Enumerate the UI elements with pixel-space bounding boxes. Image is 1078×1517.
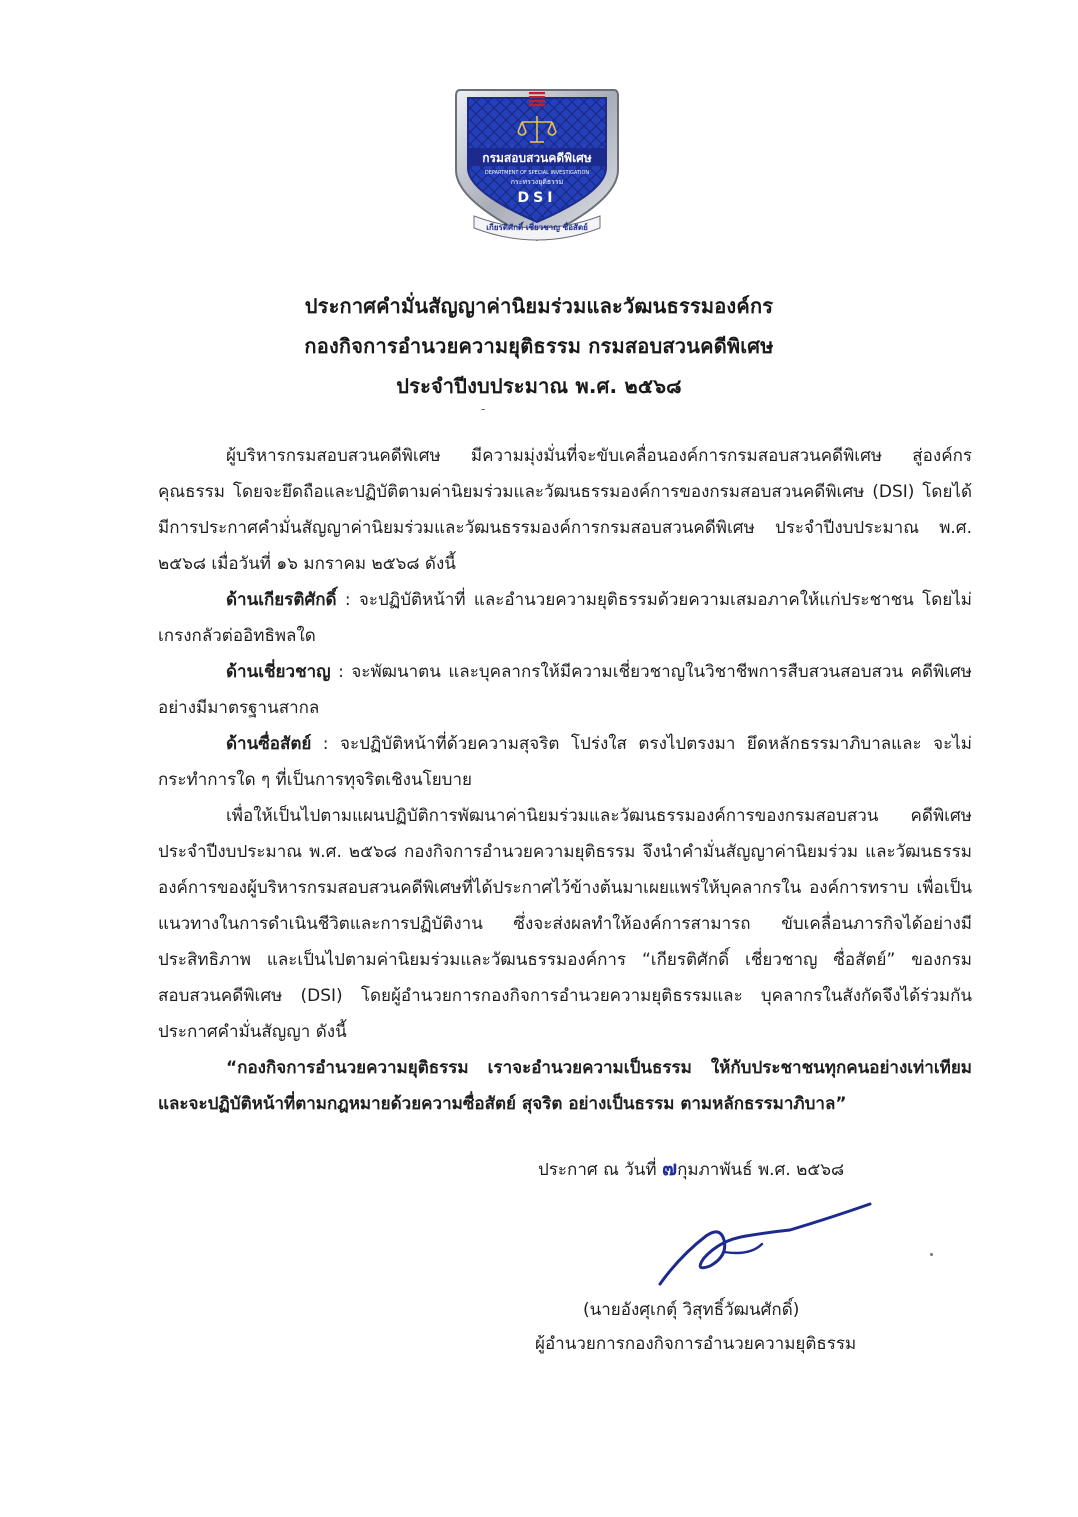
handwritten-signature bbox=[650, 1196, 880, 1296]
document-title bbox=[0, 286, 1078, 406]
value-integrity-label: ด้านซื่อสัตย์ bbox=[226, 734, 312, 754]
implementation-paragraph: เพื่อให้เป็นไปตามแผนปฏิบัติการพัฒนาค่านิยมร่วมและวัฒนธรรมองค์การของกรมสอบสวน คดีพิเศษ ประจำปีงบประมาณ พ.ศ. ๒๕๖๘ กองกิจการอำนวยความยุติธรรม จึงนำคำมั่นสัญญาค่านิยมร่วม และวัฒนธรรมองค์การของผู้บริหารกรมสอบสวนคดีพิเศษที่ได้ประกาศไว้ข้างต้นมาเผยแพร่ให้บุคลากรใน องค์การทราบ เพื่อเป็นแนวทางในการดำเนินชีวิตและการปฏิบัติงาน ซึ่งจะส่งผลทำให้องค์การสามารถ ขับเคลื่อนภารกิจได้อย่างมีประสิทธิภาพ และเป็นไปตามค่านิยมร่วมและวัฒนธรรมองค์การ “เกียรติศักดิ์ เชี่ยวชาญ ซื่อสัตย์” ของกรมสอบสวนคดีพิเศษ (DSI) โดยผู้อำนวยการกองกิจการอำนวยความยุติธรรมและ บุคลากรในสังกัดจึงได้ร่วมกันประกาศคำมั่นสัญญา ดังนี้ bbox=[158, 806, 972, 1042]
value-honor-paragraph bbox=[158, 582, 972, 654]
signatory-name: (นายอังศุเกตุ์ วิสุทธิ์วัฒนศักดิ์) bbox=[583, 1300, 800, 1320]
title-line-1: ประกาศคำมั่นสัญญาค่านิยมร่วมและวัฒนธรรมองค์กร bbox=[304, 294, 774, 318]
title-line-3: ประจำปีงบประมาณ พ.ศ. ๒๕๖๘ bbox=[396, 374, 682, 398]
svg-text:กรมสอบสวนคดีพิเศษ: กรมสอบสวนคดีพิเศษ bbox=[482, 151, 592, 165]
intro-paragraph: ผู้บริหารกรมสอบสวนคดีพิเศษ มีความมุ่งมั่นที่จะขับเคลื่อนองค์การกรมสอบสวนคดีพิเศษ สู่องค์กรคุณธรรม โดยจะยึดถือและปฏิบัติตามค่านิยมร่วมและวัฒนธรรมองค์การของกรมสอบสวนคดีพิเศษ (DSI) โดยได้มีการประกาศคำมั่นสัญญาค่านิยมร่วมและวัฒนธรรมองค์การกรมสอบสวนคดีพิเศษ ประจำปีงบประมาณ พ.ศ. ๒๕๖๘ เมื่อวันที่ ๑๖ มกราคม ๒๕๖๘ ดังนี้ bbox=[158, 446, 972, 574]
value-honor-text: : จะปฏิบัติหน้าที่ และอำนวยความยุติธรรมด้วยความเสมอภาคให้แก่ประชาชน โดยไม่เกรงกลัวต่ออิทธิพลใด bbox=[158, 590, 972, 646]
svg-text:เกียรติศักดิ์ เชี่ยวชาญ ซื่อสั: เกียรติศักดิ์ เชี่ยวชาญ ซื่อสัตย์ bbox=[486, 223, 588, 232]
svg-text:กระทรวงยุติธรรม: กระทรวงยุติธรรม bbox=[510, 178, 564, 186]
date-day-handwritten: ๗ bbox=[662, 1156, 678, 1180]
title-line-2: กองกิจการอำนวยความยุติธรรม กรมสอบสวนคดีพิเศษ bbox=[304, 334, 774, 358]
value-honor-label: ด้านเกียรติศักดิ์ bbox=[226, 590, 337, 610]
value-expertise-paragraph bbox=[158, 654, 972, 726]
date-month-year: กุมภาพันธ์ พ.ศ. ๒๕๖๘ bbox=[677, 1160, 845, 1180]
scan-speck bbox=[930, 1253, 933, 1256]
value-expertise-label: ด้านเชี่ยวชาญ bbox=[226, 662, 331, 682]
svg-text:DEPARTMENT OF SPECIAL INVESTIG: DEPARTMENT OF SPECIAL INVESTIGATION bbox=[484, 170, 590, 176]
value-expertise-text: : จะพัฒนาตน และบุคลากรให้มีความเชี่ยวชาญในวิชาชีพการสืบสวนสอบสวน คดีพิเศษ อย่างมีมาตรฐานสากล bbox=[158, 662, 972, 718]
svg-text:DSI: DSI bbox=[517, 190, 557, 206]
value-integrity-paragraph bbox=[158, 726, 972, 798]
value-integrity-text: : จะปฏิบัติหน้าที่ด้วยความสุจริต โปร่งใส ตรงไปตรงมา ยึดหลักธรรมาภิบาลและ จะไม่กระทำการใด ๆ ที่เป็นการทุจริตเชิงนโยบาย bbox=[158, 734, 972, 790]
dsi-emblem-logo bbox=[452, 84, 622, 244]
date-prefix: ประกาศ ณ วันที่ bbox=[538, 1160, 663, 1180]
title-separator: - bbox=[481, 402, 486, 416]
document-body bbox=[158, 438, 972, 1122]
pledge-statement: “กองกิจการอำนวยความยุติธรรม เราจะอำนวยความเป็นธรรม ให้กับประชาชนทุกคนอย่างเท่าเทียม และจะปฏิบัติหน้าที่ตามกฎหมายด้วยความซื่อสัตย์ สุจริต อย่างเป็นธรรม ตามหลักธรรมาภิบาล” bbox=[158, 1058, 972, 1114]
signatory-position: ผู้อำนวยการกองกิจการอำนวยความยุติธรรม bbox=[535, 1334, 857, 1354]
announcement-date bbox=[538, 1150, 844, 1188]
